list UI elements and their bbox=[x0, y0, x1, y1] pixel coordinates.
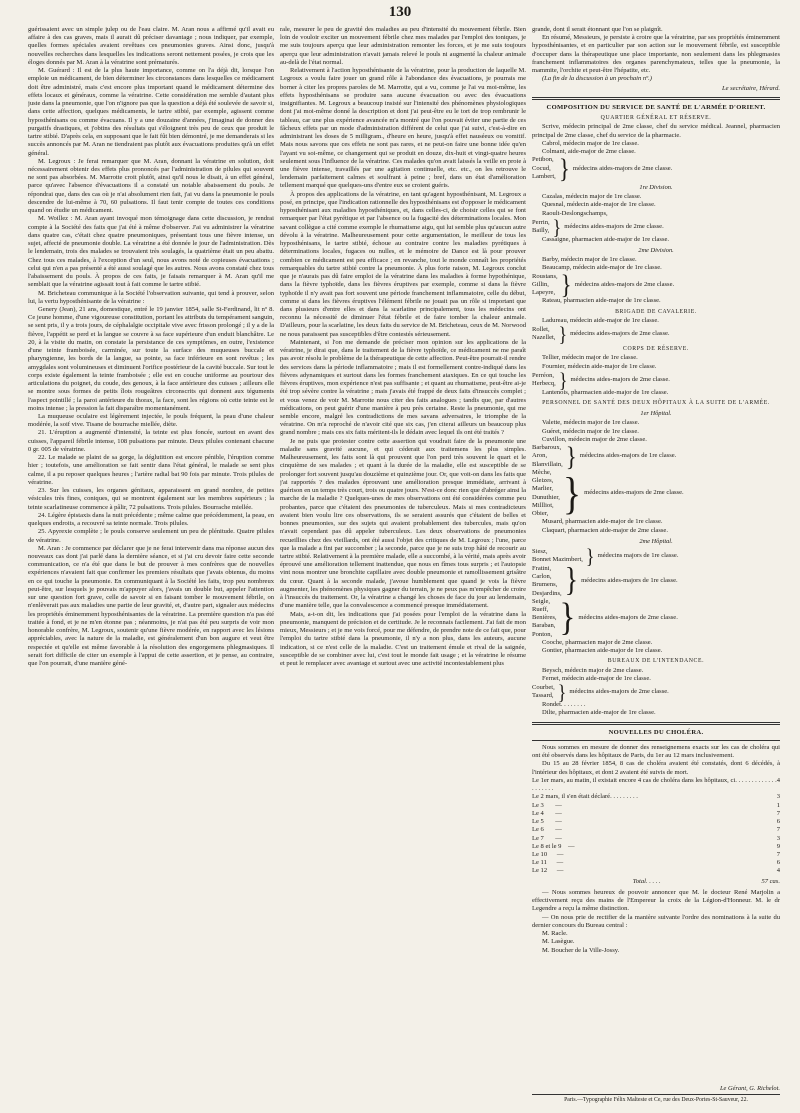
heading-reserve: CORPS DE RÉSERVE. bbox=[623, 346, 689, 353]
group-description: médecins aides-majors de 1re classe. bbox=[581, 577, 678, 585]
cholera-stats bbox=[532, 793, 780, 875]
staff-name: Perrin, bbox=[532, 218, 550, 226]
entry: Quesnal, médecin aide-major de 1re classe. bbox=[542, 201, 656, 209]
group-description: médecins aides-majors de 1re classe. bbox=[579, 452, 677, 460]
heading-division-2: 2me Division. bbox=[638, 247, 674, 255]
name-entry: M. Boucher de la Ville-Jossy. bbox=[542, 946, 620, 954]
staff-name: Blanvillain, bbox=[532, 460, 563, 468]
staff-name: Tassard, bbox=[532, 692, 554, 700]
paragraph: M. Legroux : Je ferai remarquer que M. Aran, donnant la vératrine en solution, doit nécessairement obtenir des effets plus prononcés par l'administration de pilules qui souvent ne sont pas absorbées. M. Marrotte croit plutôt, ainsi qu'il nous le disait, à un effet général, parce qu'avec l'absence d'évacuations il a constaté un notable abaissement du pouls. Je répondrai que, dans des cas où je n'ai absolument rien fait, j'ai vu dans la pneumonie le pouls descendre de lui-même à 70, 60 pulsations. Il faut tenir compte de toutes ces conditions quand on étudie un médicament. bbox=[28, 157, 274, 215]
group-description: médecins aides-majors de 2me classe. bbox=[578, 614, 678, 622]
heading-hospital-2: 2me Hôpital. bbox=[639, 537, 673, 545]
paragraph: Relativement à l'action hyposthénisante de la vératrine, pour la production de laquelle M. Legroux a voulu faire jouer un grand rôle à l'abondance des évacuations, je pourrais me borner à citer les propres paroles de M. Marrotte, qui a vu, comme je l'ai vu moi-même, les effets hyposthénisans se produire sans aucune évacuation ou avec des évacuations insignifiantes. M. Legroux a beaucoup insisté sur l'intensité des phénomènes physiologiques dont j'ai moi-même donné la description et dont j'ai peut-être eu le tort de trop rembrunir le tableau, car une plus expérience avancée m'a montré que l'on pouvait éviter une partie de ces fâcheux effets par un mode d'administration différent de celui que j'ai suivi, c'est-à-dire en administrant les doses de 5 milligram., d'heure en heure, jusqu'à effet nauséeux ou vomitif. Mais nous savons que ces effets ne sont pas rares, et ne peut-on faire une bonne idée qu'en l'ayant vu soi-même, ce changement qui se produit en douze, dix-huit et vingt-quatre heures seulement sous l'influence de la vératrine. Ces malades qu'on avait laissés la veille en proie à une fièvre intense, travaillés par une agitation continuelle, etc. etc., on les retrouve le lendemain parfaitement calmes et soulfrant à peine ; bref, dans un état d'amélioration tellement marqué que quelques-uns d'entre eux se croient guéris. bbox=[280, 67, 526, 190]
entry: Cassaigne, pharmacien aide-major de 1re classe. bbox=[542, 235, 670, 243]
stat-value: 7 bbox=[776, 809, 780, 817]
divider bbox=[532, 740, 780, 741]
staff-name: Petibon, bbox=[532, 156, 554, 164]
paragraph: Mais, a-t-on dit, les indications que j'ai posées pour l'emploi de la vératrine dans la pneumonie, manquent de précision et de certitude. Je le reconnais facilement. J'ai fait de mon mieux, Messieurs ; et je me vois forcé, pour me défendre, de prendre note de ce fait que, pour l'emploi du tartre stibié dans la pneumonie, il n'y a non plus, dans les auteurs, aucune indication, si ce n'est celle de la maladie. C'est un traitement émule et rival de la saignée, susceptible de se combiner avec lui, c'est tout le monde fait usage ; et la vératrine le résume et peut le remplacer avec avantage et surtout avec une activité incontestablement plus bbox=[280, 610, 526, 668]
paragraph: Du 15 au 28 février 1854, 8 cas de choléra avaient été constatés, dont 6 décédés, à l'intérieur des hôpitaux, et dont 2 avaient été suivis de mort. bbox=[532, 760, 780, 776]
paragraph: guérissaient avec un simple julep ou de l'eau claire. M. Aran nous a affirmé qu'il avait eu affaire à des cas graves, mais il aurait dû préciser davantage ; nous indiquer, par exemple, quelles formes spéciales avaient revêtues ces pneumonies graves. Ainsi donc, jusqu'à nouvelles recherches dans lesquelles les indications seront nettement posées, je crois que les éloges donnés par M. Aran à la vératrine sont prématurés. bbox=[28, 26, 274, 66]
staff-name: Bailly, bbox=[532, 226, 550, 234]
stat-value: 4 bbox=[776, 867, 780, 875]
staff-name: Barbaroux, bbox=[532, 444, 562, 452]
paragraph: En résumé, Messieurs, je persiste à croire que la vératrine, par ses propriétés éminemment hyposthénisantes, et en particulier par son action sur le mouvement fébrile, est susceptible d'occuper dans la thérapeutique une place importante, non seulement dans les phlegmasies franchement inflammatoires des organes parenchymateux, telles que la pneumonie, la mammite, l'orchite et peut-être l'hépatite, etc. bbox=[532, 34, 780, 75]
stat-label: Le 5 — bbox=[532, 818, 562, 826]
staff-name: Nazellet, bbox=[532, 334, 556, 342]
entry: Rateau, pharmacien aide-major de 1re classe. bbox=[542, 297, 661, 305]
heading-hospital-1: 1er Hôpital. bbox=[640, 410, 672, 418]
paragraph: M. Bricheteau communique à la Société l'observation suivante, qui tend à prouver, selon lui, la vertu hyposthénisante de la vératrine : bbox=[28, 289, 274, 305]
staff-name: Brumens, bbox=[532, 581, 558, 589]
paragraph: Maintenant, si l'on me demande de préciser mon opinion sur les applications de la vératrine, je dirai que, dans le traitement de la fièvre typhoïde, ce médicament ne me paraît pas avoir résolu le problème de la thérapeutique de cette affection. Peut-être pourrait-il rendre des services dans la période inflammatoire ; mais il est formellement contre-indiqué dans les fièvres adynamiques et surtout dans les formes franchement ataxiques. En ce qui touche les fièvres éruptives, mon expérience n'est pas suffisante ; et quant au rhumatisme, peut-être ai-je été trop sévère contre la vératrine ; mais j'avais été frappé de deux faits d'insuccès complet ; et vous venez de voir M. Marrotte nous citer des faits analogues ; tandis que, par d'autres médications, on peut guérir d'une manière à peu près certaine. Reste la pneumonie, qui me semble encore, malgré les contradictions de mes savans adversaires, le triomphe de la vératrine. On m'a reproché de n'avoir cité que six cas, j'en citerai ailleurs un beaucoup plus grand nombre ; mais ces six faits méritent-ils le dédain avec lequel ils ont été traités ? bbox=[280, 338, 526, 437]
paragraph: Nous sommes en mesure de donner des renseignemens exacts sur les cas de choléra qui ont été observés dans les hôpitaux de Paris, du 1er au 12 mars inclusivement. bbox=[532, 743, 780, 760]
stat-value: 4 bbox=[776, 776, 780, 784]
entry: Musard, pharmacien aide-major de 1re classe. bbox=[542, 518, 663, 526]
heading-hospitals: PERSONNEL DE SANTÉ DES DEUX HÔPITAUX À LA SUITE DE L'ARMÉE. bbox=[542, 400, 770, 407]
staff-name: Bonnet Mazimbert, bbox=[532, 555, 583, 563]
stat-label: Le 3 — bbox=[532, 801, 562, 809]
entry: Claquart, pharmacien aide-major de 2me classe. bbox=[542, 526, 668, 534]
entry: Lantenois, pharmacien aide-major de 1re classe. bbox=[542, 388, 669, 396]
brace-icon: } bbox=[562, 468, 582, 519]
entry: Cooche, pharmacien major de 2me classe. bbox=[542, 638, 653, 646]
staff-name: Marlier, bbox=[532, 485, 554, 493]
stat-row bbox=[532, 826, 780, 834]
staff-name: Rueff, bbox=[532, 605, 549, 613]
names bbox=[532, 598, 557, 639]
stat-label: Le 6 — bbox=[532, 826, 562, 834]
paragraph: À propos des applications de la vératrine, en tant qu'agent hyposthénisant, M. Legroux a posé, en principe, que l'indication rationnelle des hyposthénisans est d'opposer le médicament hyposthénisant aux maladies hyposthéniques, et, dans celles-ci, de choisir celles qui se font remarquer par l'état pyrétique et par l'absence ou la fugacité des déterminations locales. Mon savant collègue a cité comme exemple le rhumatisme aigu, qui lui semble plus qu'aucun autre dévolu à la vératrine. Malheureusement pour cette argumentation, le meilleur de tous les hyposthénisans, le tartre stibié, échoue au contraire contre les maladies pyrétiques à déterminations locales, fugaces ou nulles, et le mémoire de Dance est là pour prouver combien ce médicament est peu efficace ; en revanche, tout le monde connaît les propriétés remarquables du tartre stibié contre la pneumonie. À plus forte raison, M. Legroux conclut que je n'aurais pas dû faire emploi de la vératrine dans les maladies à forme hypothénique, dans la fièvre typhoïde, dans les fièvres éruptives par exemple, comme si dans la fièvre typhoïde il n'y avait pas fort souvent une période franchement inflammatoire, celle du début, comme si dans les fièvres éruptives l'élément fébrile ne jouait pas un rôle si important que dans plusieurs d'entre elles et dans la scarlatine principalement, tous les médecins ont reconnu la nécessité de diminuer l'état fébrile et de faire tomber la chaleur animale. D'ailleurs, pour la scarlatine, les deux faits du service de M. Bricheteau, ceux de M. Norwood ne nous paraissent pas susceptibles d'être contestés sérieusement. bbox=[280, 190, 526, 338]
heading-cavalry: BRIGADE DE CAVALERIE. bbox=[615, 308, 697, 315]
news-item: — Nous sommes heureux de pouvoir annoncer que M. le docteur René Marjolin a effectivement reçu des mains de l'Empereur la croix de la Légion-d'Honneur. M. le dr Legendre a reçu la même distinction. bbox=[532, 888, 780, 913]
staff-name: Millliot, bbox=[532, 501, 554, 509]
stat-total bbox=[532, 878, 780, 886]
stat-label: Le 8 et le 9 — bbox=[532, 842, 575, 850]
stat-value: 1 bbox=[776, 801, 780, 809]
brace-icon: } bbox=[558, 153, 570, 184]
paragraph: rale, mesurer le peu de gravité des maladies au peu d'intensité du mouvement fébrile. Bien loin de vouloir exciter un mouvement fébrile chez mes malades par l'emploi des toniques, je me suis toujours aperçu que leur administration remonter les forces, et je me suis toujours aperçu que leur administration n'avait jamais relevé le pouls ni augmenté la chaleur animale au-delà de l'état normal. bbox=[280, 26, 526, 66]
page-number: 130 bbox=[388, 4, 412, 20]
staff-name: Gillin, bbox=[532, 280, 549, 288]
group-description: médecins aides-majors de 2me classe. bbox=[570, 329, 670, 337]
brace-icon: } bbox=[559, 596, 576, 640]
group-description: médecins aides-majors de 2me classe. bbox=[564, 222, 664, 230]
staff-name: Aron, bbox=[532, 452, 548, 460]
brace-icon: } bbox=[585, 543, 595, 568]
stat-row bbox=[532, 851, 780, 859]
staff-group bbox=[532, 469, 780, 518]
group-description: médecins majors de 1re classe. bbox=[597, 551, 679, 559]
paragraph: grande, dont il serait étonnant que l'on se plaignît. bbox=[532, 26, 663, 33]
stat-value: 9 bbox=[776, 842, 780, 850]
divider bbox=[532, 722, 780, 725]
stat-label: Le 1er mars, au matin, il existait encore 4 cas de choléra dans les hôpitaux, ci. . . . . . . . . . . . . . . . . . . . bbox=[532, 776, 777, 793]
entry: Colmant, aide-major de 2me classe. bbox=[542, 148, 636, 156]
staff-group bbox=[532, 153, 780, 184]
entry: Dilte, pharmacien aide-major de 1re classe. bbox=[542, 709, 656, 717]
column-1 bbox=[28, 26, 274, 1075]
stat-row bbox=[532, 802, 780, 810]
staff-name: Ponton, bbox=[532, 630, 553, 638]
paragraph: La muqueuse oculaire est légèrement injectée, le pouls fréquent, la peau d'une chaleur modérée, la soif vive. Tisane de bourrache miellée, diète. bbox=[28, 413, 274, 429]
brace-icon: } bbox=[552, 214, 562, 239]
continuation-note: (La fin de la discussion à un prochain nº.) bbox=[542, 75, 652, 83]
stat-row bbox=[532, 777, 780, 793]
staff-name: Dunuthier, bbox=[532, 493, 560, 501]
heading-intendance: BUREAUX DE L'INTENDANCE. bbox=[607, 658, 705, 665]
entry: Gontier, pharmacien aide-major de 1re classe. bbox=[542, 647, 663, 655]
entry: Raoult-Deslongschamps, bbox=[542, 209, 608, 217]
stat-value: 6 bbox=[776, 818, 780, 826]
paragraph: M. Aran : Je commence par déclarer que je ne ferai intervenir dans ma réponse aucun des nouveaux cas dont j'ai parlé dans la dernière séance, et si j'ai cru devoir faire cette seconde communication, ce n'a été que dans le but de prouver à mes confrères que de nouvelles expériences n'avaient fait que confirmer les premiers résultats que j'avais obtenus, du moins en ce qui touche la pneumonie. En communiquant à la Société les faits, trop peu nombreux peut-être, sur lesquels je pouvais m'appuyer alors, j'avais un double but, appeler l'attention sur une question fort grave, celle de savoir si en faisant tomber le mouvement fébrile, on n'enlèverait pas aux maladies une partie de leur gravité, et, d'autre part, signaler aux médecins les propriétés éminemment hyposthénisantes de la vératrine. La première question n'a pas été traitée à fond, et je ne m'en étonne pas ; néanmoins, je n'ai pas été peu surpris de voir mon honorable confrère, M. Legroux, soutenir qu'une fièvre modérée, en rapport avec les lésions appréciables, avec la nature de la maladie, est généralement d'un bon augure et veut être respectée et qu'elle est même favorable à la résolution des engorgemens phlegmasiques. Il serait fort difficile de citer un exemple à l'appui de cette assertion, et je pense, au contraire, que l'on pourrait, d'une manière géné- bbox=[28, 544, 274, 668]
names bbox=[532, 565, 562, 598]
entry: Rondet. . . . . . . . bbox=[542, 701, 586, 709]
heading-division-1: 1re Division. bbox=[639, 184, 673, 192]
hq-text: Scrive, médecin principal de 2me classe, chef du service médical. Jeannel, pharmacien principal de 2me classe, chef du service de la pharmacie. bbox=[532, 123, 780, 139]
staff-name: Lapeyre, bbox=[532, 289, 556, 297]
names bbox=[532, 469, 560, 518]
total-label: Total. . . . . bbox=[632, 877, 661, 885]
entry: Fernet, médecin aide-major de 1re classe. bbox=[542, 674, 651, 682]
stat-row bbox=[532, 835, 780, 843]
brace-icon: } bbox=[560, 269, 572, 300]
paragraph: M. Guérard : Il est de la plus haute importance, comme on l'a déjà dit, lorsque l'on emploie un médicament, de bien déterminer les circonstances dans lesquelles ce médicament doit être administré, mais c'est encore plus important quand le médicament détermine des effets locaux et généraux, comme la vératrine. Cette considération me semble d'autant plus juste dans la pneumonie, que l'on n'ignore pas que la question a déjà été soulevée de savoir si, dans cette affection, quelques médicaments, le tartre stibié, par exemple, agissent comme hyposthénisans ou comme évacuans. Il y a une douzaine d'années, j'imaginai de donner des purgatifs drastiques, et j'obtins des résultats qui s'éloignent très peu de ceux que produit le tartre stibié. D'après cela, en supposant que le fait fût bien démontré, je me demanderais si les succès annoncés par M. Aran ne tiendraient pas plutôt aux évacuations produites qu'à un effet général. bbox=[28, 67, 274, 157]
staff-name: Perréon, bbox=[532, 371, 554, 379]
entry: Beaucamp, médecin aide-major de 1re classe. bbox=[542, 264, 662, 272]
stat-label: Le 4 — bbox=[532, 809, 562, 817]
heading-hq: QUARTIER GÉNÉRAL ET RÉSERVE. bbox=[600, 115, 712, 122]
staff-name: Baraban, bbox=[532, 622, 556, 630]
brace-icon: } bbox=[557, 680, 567, 705]
stat-value: 3 bbox=[776, 834, 780, 842]
stat-row bbox=[532, 859, 780, 867]
stat-label: Le 7 — bbox=[532, 834, 562, 842]
staff-name: Courbet, bbox=[532, 683, 555, 691]
footer bbox=[532, 1085, 780, 1103]
imprint: Paris.—Typographie Félix Malteste et Ce, rue des Deux-Portes-St-Sauveur, 22. bbox=[532, 1094, 780, 1103]
paragraph: 22. Le malade se plaint de sa gorge, la déglutition est encore pénible, l'éruption comme hier ; toutefois, une amélioration se fait sentir dans l'état général, le malade se sent plus calme, il a pu reposer quelques heures ; l'artère radial bat 90 fois par minute. Trois pilules de vératrine. bbox=[28, 454, 274, 486]
stat-label: Le 2 mars, il s'en était déclaré. . . . . . . . . bbox=[532, 793, 638, 801]
section-title-army: COMPOSITION DU SERVICE DE SANTÉ DE L'ARMÉE D'ORIENT. bbox=[546, 103, 766, 111]
secretary-signature: Le secrétaire, Hérard. bbox=[721, 84, 780, 92]
section-title-cholera: NOUVELLES DU CHOLÉRA. bbox=[608, 728, 704, 736]
group-description: médecins aides-majors de 2me classe. bbox=[572, 164, 673, 172]
stat-label: Le 11 — bbox=[532, 859, 564, 867]
names bbox=[532, 326, 555, 342]
entry: Cuvillon, médecin major de 2me classe. bbox=[542, 435, 647, 443]
names bbox=[532, 372, 556, 388]
staff-name: Rollet, bbox=[532, 325, 550, 333]
entry: Cabrol, médecin major de 1re classe. bbox=[542, 139, 639, 147]
brace-icon: } bbox=[564, 562, 579, 600]
staff-name: Roustans, bbox=[532, 272, 558, 280]
paragraph: 25. Apyrexie complète ; le pouls conserve seulement un peu de plénitude. Quatre pilules de vératrine. bbox=[28, 528, 274, 544]
news-item: — On nous prie de rectifier de la manière suivante l'ordre des nominations à la suite du dernier concours du Bureau central : bbox=[532, 913, 780, 929]
entry: Ladureau, médecin aide-major de 1re classe. bbox=[542, 316, 659, 324]
entry: Fournier, médecin aide-major de 1re classe. bbox=[542, 362, 657, 370]
staff-group bbox=[532, 269, 780, 300]
names bbox=[532, 273, 558, 298]
staff-name: Seigle, bbox=[532, 597, 551, 605]
entry: Beysch, médecin major de 2me classe. bbox=[542, 666, 644, 674]
staff-name: Siesz, bbox=[532, 547, 548, 555]
staff-name: Fratini, bbox=[532, 564, 552, 572]
staff-name: Desjardins, bbox=[532, 589, 562, 597]
staff-group bbox=[532, 322, 780, 347]
group-description: médecins aides-majors de 2me classe. bbox=[569, 688, 669, 696]
column-2 bbox=[280, 26, 526, 1075]
stat-label: Le 10 — bbox=[532, 850, 564, 858]
entry: Tellier, médecin major de 1re classe. bbox=[542, 354, 638, 362]
group-description: médecins aides-majors de 2me classe. bbox=[570, 375, 670, 383]
stat-row bbox=[532, 867, 780, 875]
staff-group bbox=[532, 598, 780, 639]
stat-value: 3 bbox=[776, 793, 780, 801]
entry: Cazalas, médecin major de 1re classe. bbox=[542, 193, 642, 201]
staff-name: Gleizes, bbox=[532, 477, 554, 485]
name-entry: M. Lasègue. bbox=[542, 938, 575, 946]
entry: Valette, médecin major de 1re classe. bbox=[542, 419, 640, 427]
stat-value: 7 bbox=[776, 826, 780, 834]
staff-name: Mèche, bbox=[532, 468, 552, 476]
staff-group bbox=[532, 562, 780, 600]
paragraph: 23. Sur les cuisses, les organes génitaux, apparaissent en grand nombre, de petites vésicules très fines, coniques, qui se montrent également sur les membres supérieurs ; la teinte scarlatineuse commence à pâlir, 72 pulsations. Trois pilules. Bourrache miellée. bbox=[28, 487, 274, 511]
paragraph: Genery (Jean), 21 ans, domestique, entré le 19 janvier 1854, salle St-Ferdinand, lit nº 8. Ce jeune homme, d'une vigoureuse constitution, portant les attributs du tempérament sanguin, se sent pris, il y a trois jours, de céphalalgie occipitale vive avec frisson prolongé ; il y a de la fièvre, l'appétit se perd et la langue se couvre à sa face supérieure d'un enduit blanchâtre. Le 20, à la visite du matin, on constate la persistance de ces symptômes, en outre, l'existence d'une teinte framboisée, carminée, sur toute la surface des muqueuses buccale et pharyngienne, les bords de la langue, sa pointe, sa face inférieure en sont revêtus ; les amygdales sont volumineuses et diminuent l'orifice postérieur de la cavité buccale. Sur tout le corps existe également la teinte framboisée ; elle est en couche uniforme au pourtour des articulations du poignet, du coude, des genoux, à la face antérieure des cuisses ; ailleurs elle se montre sous formes de petits îlots rougeâtres circonscrits qui donnent aux téguments l'aspect pointillé ; la paroi antérieure du thorax, la face, sont les régions où cette teinte est le moins intense ; la pression la fait disparaître momentanément. bbox=[28, 305, 274, 412]
staff-name: Herbecq, bbox=[532, 379, 556, 387]
names bbox=[532, 219, 550, 235]
names bbox=[532, 684, 555, 700]
column-3 bbox=[532, 26, 780, 1075]
staff-name: Carlon, bbox=[532, 573, 552, 581]
entry: Barby, médecin major de 1re classe. bbox=[542, 256, 637, 264]
stat-value: 7 bbox=[776, 850, 780, 858]
paragraph: 24. Légère épistaxis dans la nuit précédente ; même calme que précédemment, la peau, en quelques endroits, a recouvré sa teinte normale. Trois pilules. bbox=[28, 511, 274, 528]
staff-name: Obier, bbox=[532, 510, 549, 518]
paragraph: M. Woillez : M. Aran ayant invoqué mon témoignage dans cette discussion, je rendrai compte à la Société des faits que j'ai été à même d'observer. J'ai vu administrer la vératrine dans quatre cas, c'était chez quatre pneumoniques, présentant tous une fièvre intense, un sujet, affecté de pneumonie double. La vératrine a été donnée le jour de l'administration. Dès le lendemain, trois des malades se trouvaient très soulagés, la quatrième était un peu abattu. Chez tous ces malades, à l'exception d'un seul, nous avons noté de copieuses évacuations ; celui qui n'en a pas présenté a été aussi soulagé que les autres. Nous avons constaté chez tous l'abaissement du pouls. À propos de ces faits, je faisais remarquer à M. Aran qu'il me semblait que la vératrine agissait tout à fait comme le tartre stibié. bbox=[28, 215, 274, 289]
names bbox=[532, 444, 563, 469]
staff-name: Benières, bbox=[532, 614, 557, 622]
stat-row bbox=[532, 818, 780, 826]
stat-value: 6 bbox=[776, 859, 780, 867]
brace-icon: } bbox=[558, 367, 568, 392]
group-description: médecins aides-majors de 2me classe. bbox=[584, 489, 684, 497]
paragraph: Je ne puis que protester contre cette assertion qui voudrait faire de la pneumonie une maladie sans gravité aucune, et qui céderait aux traitemens les plus simples. Malheureusement, les faits sont là qui prouvent que l'on perd très souvent le quart et le cinquième de ses malades ; et quant à la durée de la maladie, elle est susceptible de se prolonger fort souvent jusqu'au douzième et quinzième jour. Or, que voit-on dans les faits que j'ai rapportés ? des malades éprouvant une amélioration presque immédiate, arrivant à guérison en un temps très court, trois ou quatre jours. N'est-ce donc rien que d'abréger ainsi la marche de la maladie ? Quelques-unes de mes observations ont été considérées comme peu probantes, parce que c'étaient des pneumonies de tuberculeux. Mais si mes contradicteurs avaient bien voulu lire ces observations, ils se seraient assurés que c'étaient de belles et bonnes pneumonies, sur des sujets qui avaient probablement des tubercules, mais qu'on n'avait cependant pas dû appeler tuberculeux. Les deux observations de pneumonies recueillies chez des vieillards, ont été aussi l'objet des critiques de M. Legroux ; l'une, parce que la malade a fini par succomber ; la seconde, parce que je ne suis trop hâté de recourir au tartre stibié. Relativement à la première malade, elle a succombé, à la vérité, mais après avoir éprouvé une amélioration tellement inattendue, que nous en fîmes tous surpris ; et l'autopsie vint nous montrer une bronchite capillaire avec double pneumonie et ramollissement grisâtre du cœur. Quant à la seconde malade, j'avoue humblement que quand je vois la fièvre augmenter, les phénomènes physiques gagner du terrain, je ne peux pas m'empêcher de croire à l'insuccès du traitement. Or, la vératrine a changé les choses de face du jour au lendemain, d'une manière telle, que la convalescence a commencé presque immédiatement. bbox=[280, 437, 526, 610]
names bbox=[532, 156, 556, 181]
paragraph: 21. L'éruption a augmenté d'intensité, la teinte est plus foncée, surtout en avant des cuisses, l'appareil fébrile intense, 108 pulsations par minute. Deux pilules contenant chacune 0 gr. 005 de vératrine. bbox=[28, 429, 274, 453]
staff-name: Cocud, bbox=[532, 164, 551, 172]
name-entry: M. Racle. bbox=[542, 930, 568, 938]
names-list bbox=[532, 930, 780, 955]
stat-row bbox=[532, 843, 780, 851]
group-description: médecins aides-majors de 2me classe. bbox=[574, 280, 675, 288]
brace-icon: } bbox=[558, 322, 568, 347]
total-value: 57 cas. bbox=[761, 877, 780, 885]
divider bbox=[532, 97, 780, 100]
stat-label: Le 12 — bbox=[532, 867, 564, 875]
entry: Guéret, médecin major de 1re classe. bbox=[542, 427, 639, 435]
brace-icon: } bbox=[565, 441, 577, 472]
stat-row bbox=[532, 810, 780, 818]
stat-row bbox=[532, 793, 780, 801]
staff-name: Lambert, bbox=[532, 172, 556, 180]
gerant-signature: Le Gérant, G. Richelot. bbox=[720, 1085, 780, 1092]
